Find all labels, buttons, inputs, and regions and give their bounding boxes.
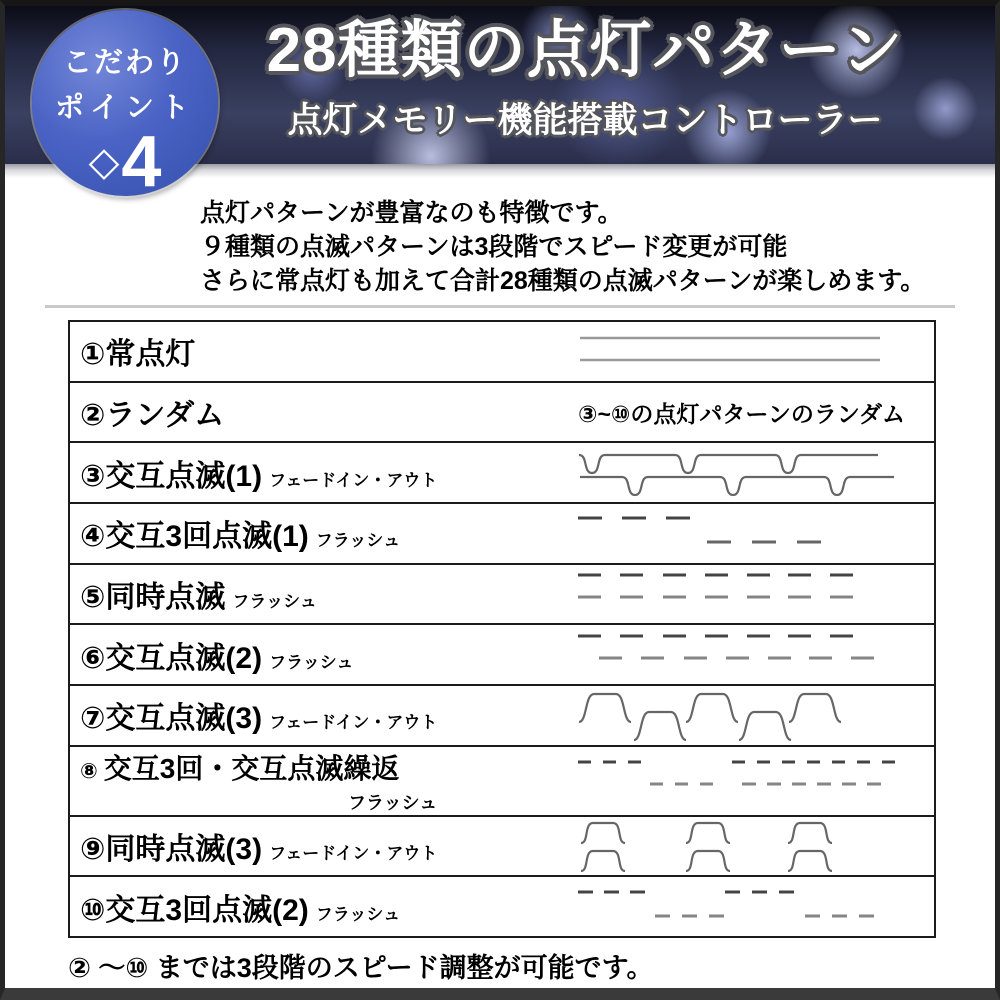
row-suffix: フラッシュ bbox=[232, 592, 317, 612]
pattern-row-label bbox=[80, 693, 578, 737]
row-name: ③交互点滅(1) bbox=[80, 459, 263, 493]
flash_alt-waveform-icon bbox=[578, 626, 932, 684]
intro-line-3: さらに常点灯も加えて合計28種類の点滅パターンが楽しめます。 bbox=[200, 267, 926, 295]
pattern-row-8 bbox=[70, 747, 934, 817]
row-name: ⑨同時点滅(3) bbox=[80, 833, 263, 867]
row-name: ④交互3回点滅(1) bbox=[80, 520, 309, 554]
row-suffix: フラッシュ bbox=[315, 904, 401, 924]
row-suffix: フラッシュ bbox=[269, 652, 354, 672]
pattern-row-label bbox=[80, 885, 578, 929]
pattern-row-label bbox=[80, 747, 578, 815]
fade_bumps_alt-waveform-icon bbox=[578, 686, 932, 744]
pattern-diagram bbox=[578, 752, 932, 810]
diamond-icon: ◇ bbox=[88, 140, 120, 185]
badge-number: 4 bbox=[121, 122, 162, 202]
pattern-row-3 bbox=[70, 443, 934, 504]
pattern-table bbox=[68, 320, 936, 938]
pattern-row-10 bbox=[70, 877, 934, 936]
row-suffix: フラッシュ bbox=[315, 531, 401, 551]
pattern-row-label bbox=[80, 451, 578, 495]
pattern-diagram bbox=[578, 504, 932, 562]
row-suffix: フラッシュ bbox=[348, 792, 438, 813]
pattern-row-5 bbox=[70, 565, 934, 626]
flash3_alt2-waveform-icon bbox=[578, 878, 932, 936]
pattern-row-7 bbox=[70, 686, 934, 747]
badge-number-row bbox=[32, 122, 218, 202]
pattern-row-label bbox=[80, 329, 578, 373]
pattern-row-2 bbox=[70, 383, 934, 444]
constant-waveform-icon bbox=[578, 322, 932, 380]
pattern-row-label bbox=[80, 633, 578, 677]
row-name: ⑤同時点滅 bbox=[80, 581, 226, 615]
pattern-diagram bbox=[578, 322, 932, 380]
footer-note: ② 〜⑩ までは3段階のスピード調整が可能です。 bbox=[68, 953, 654, 983]
row-suffix: フェードイン・アウト bbox=[269, 844, 438, 864]
flash_simul-waveform-icon bbox=[578, 565, 932, 623]
pattern-row-4 bbox=[70, 504, 934, 565]
intro-line-1: 点灯パターンが豊富なのも特徴です。 bbox=[200, 199, 623, 227]
pattern-diagram bbox=[578, 626, 932, 684]
section-divider bbox=[45, 305, 955, 308]
fade_alt_dips-waveform-icon bbox=[578, 444, 932, 502]
badge-text-line1: こだわり bbox=[62, 47, 187, 79]
row-name: ①常点灯 bbox=[80, 338, 196, 372]
row-name: ②ランダム bbox=[80, 399, 225, 432]
flash3_alt-waveform-icon bbox=[578, 504, 932, 562]
page-title: 28種類の点灯パターン bbox=[266, 16, 904, 85]
row-suffix: フェードイン・アウト bbox=[269, 713, 438, 733]
row-suffix: フェードイン・アウト bbox=[269, 470, 438, 490]
fade_bumps_simul-waveform-icon bbox=[578, 817, 932, 875]
pattern-diagram bbox=[578, 878, 932, 936]
intro-line-2: ９種類の点滅パターンは3段階でスピード変更が可能 bbox=[200, 233, 788, 261]
row-name: ⑦交互点滅(3) bbox=[80, 702, 263, 736]
pattern-row-1 bbox=[70, 322, 934, 383]
row-name: 交互3回・交互点滅繰返 bbox=[103, 752, 400, 784]
pattern-row-label bbox=[80, 572, 578, 616]
row-name: ⑩交互3回点滅(2) bbox=[80, 893, 309, 927]
badge-text-line2: ポイント bbox=[54, 92, 195, 124]
pattern-row-label bbox=[80, 824, 578, 868]
pattern-row-6 bbox=[70, 625, 934, 686]
pattern-diagram bbox=[578, 444, 932, 502]
pattern-diagram bbox=[578, 817, 932, 875]
pattern-diagram bbox=[578, 686, 932, 744]
pattern-row-9 bbox=[70, 817, 934, 878]
intro-paragraph bbox=[200, 196, 970, 298]
pattern-row-label bbox=[80, 390, 578, 434]
row-name: ⑥交互点滅(2) bbox=[80, 641, 263, 675]
pattern-diagram bbox=[578, 565, 932, 623]
flash3_alt_repeat-waveform-icon bbox=[578, 752, 932, 810]
page-subtitle: 点灯メモリー機能搭載コントローラー bbox=[287, 101, 883, 141]
pattern-description-text: ③~⑩の点灯パターンのランダム bbox=[578, 400, 905, 427]
point-badge bbox=[32, 10, 218, 202]
header bbox=[215, 18, 955, 143]
row-number: ⑧ bbox=[80, 759, 98, 783]
pattern-row-label bbox=[80, 511, 578, 555]
